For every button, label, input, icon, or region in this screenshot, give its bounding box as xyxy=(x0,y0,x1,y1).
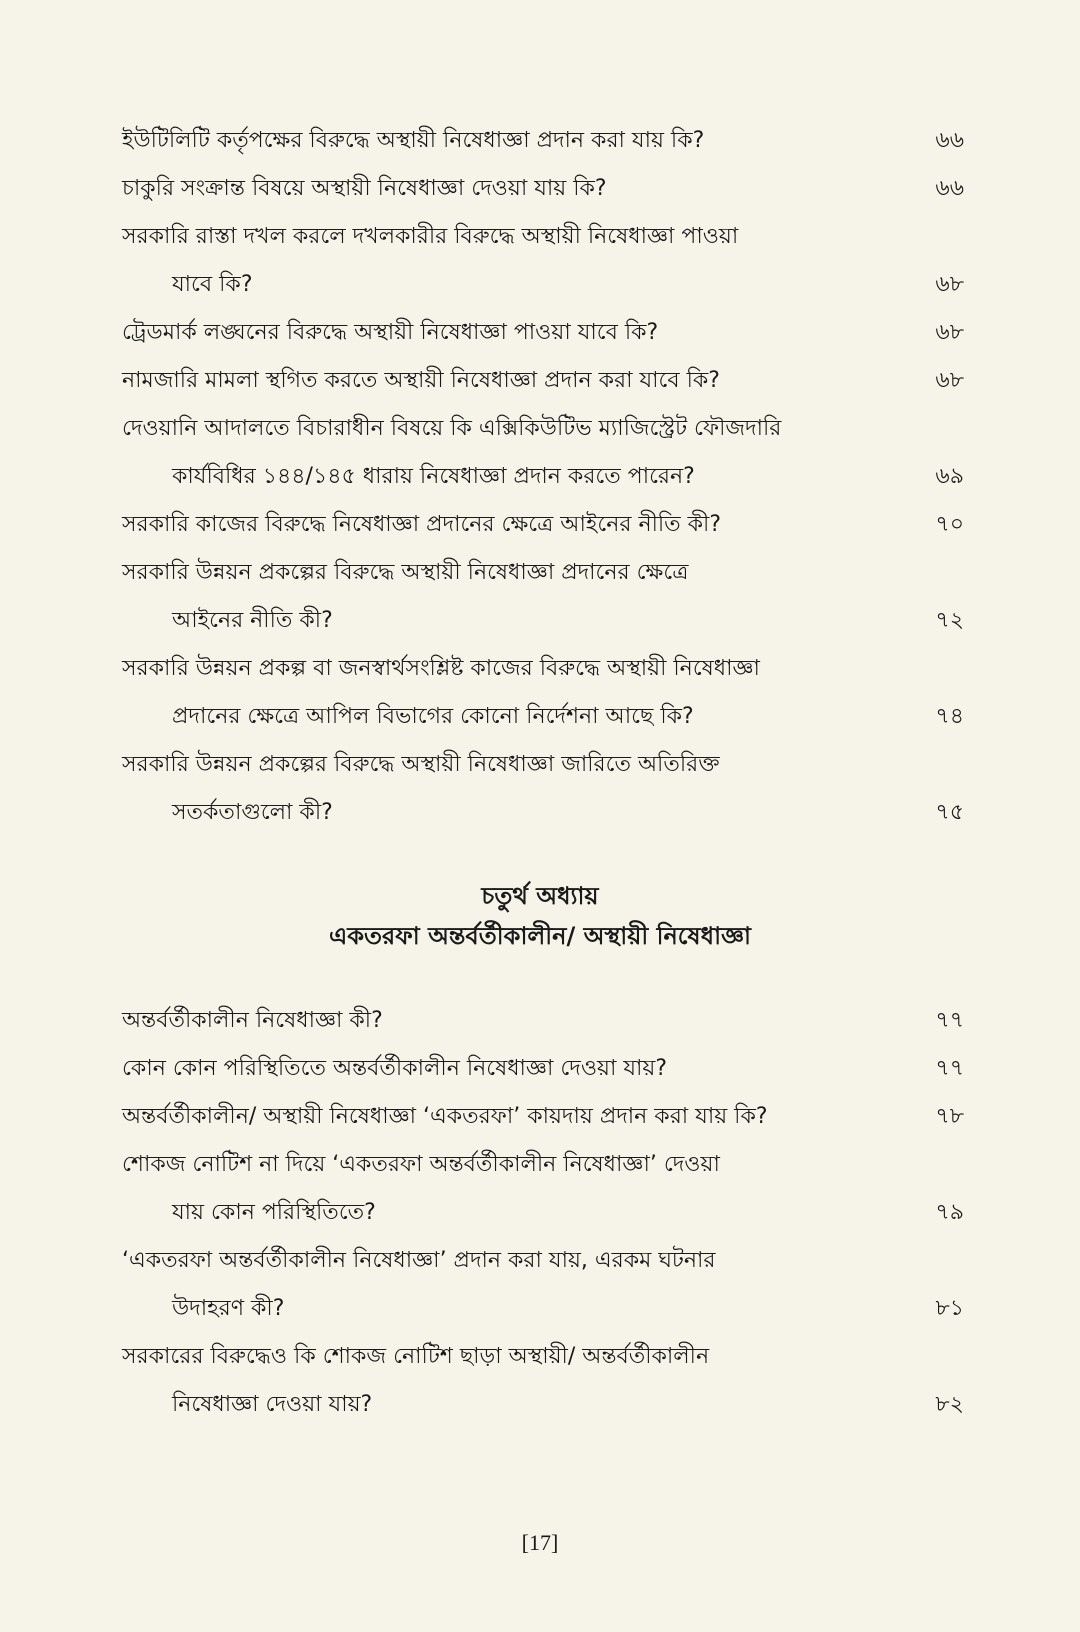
entry-page: ৭০ xyxy=(935,512,964,537)
entry-line: অন্তর্বর্তীকালীন নিষেধাজ্ঞা কী? xyxy=(122,1008,383,1033)
toc-entry xyxy=(122,549,964,645)
entry-page: ৬৮ xyxy=(935,368,964,393)
toc-entry xyxy=(122,1237,964,1333)
entry-line-cont: নিষেধাজ্ঞা দেওয়া যায়? xyxy=(172,1392,373,1417)
entry-page: ৭৭ xyxy=(935,1008,964,1033)
entry-page: ৬৬ xyxy=(935,176,964,201)
chapter-title: চতুর্থ অধ্যায় xyxy=(481,882,599,910)
entry-line: চাকুরি সংক্রান্ত বিষয়ে অস্থায়ী নিষেধাজ্ঞা দেওয়া যায় কি? xyxy=(122,176,607,201)
entry-line: অন্তর্বর্তীকালীন/ অস্থায়ী নিষেধাজ্ঞা ‘একতরফা’ কায়দায় প্রদান করা যায় কি? xyxy=(122,1104,768,1129)
entry-line: সরকারি উন্নয়ন প্রকল্প বা জনস্বার্থসংশ্লিষ্ট কাজের বিরুদ্ধে অস্থায়ী নিষেধাজ্ঞা xyxy=(122,656,760,681)
entry-page: ৭৭ xyxy=(935,1056,964,1081)
entry-line: শোকজ নোটিশ না দিয়ে ‘একতরফা অন্তর্বর্তীকালীন নিষেধাজ্ঞা’ দেওয়া xyxy=(122,1152,720,1177)
entry-page: ৬৯ xyxy=(935,464,964,489)
entry-line: সরকারি রাস্তা দখল করলে দখলকারীর বিরুদ্ধে অস্থায়ী নিষেধাজ্ঞা পাওয়া xyxy=(122,224,739,249)
entry-line-cont: উদাহরণ কী? xyxy=(172,1296,285,1321)
toc-entry xyxy=(122,997,964,1045)
entry-page: ৬৮ xyxy=(935,272,964,297)
entry-page: ৭৯ xyxy=(935,1200,964,1225)
entry-line: ট্রেডমার্ক লঙ্ঘনের বিরুদ্ধে অস্থায়ী নিষেধাজ্ঞা পাওয়া যাবে কি? xyxy=(122,320,659,345)
toc-entry xyxy=(122,645,964,741)
entry-line-cont: সতর্কতাগুলো কী? xyxy=(172,800,333,825)
entry-line: সরকারি কাজের বিরুদ্ধে নিষেধাজ্ঞা প্রদানের ক্ষেত্রে আইনের নীতি কী? xyxy=(122,512,722,537)
toc-entry xyxy=(122,165,964,213)
entry-line: ‘একতরফা অন্তর্বর্তীকালীন নিষেধাজ্ঞা’ প্রদান করা যায়, এরকম ঘটনার xyxy=(122,1248,716,1273)
entry-line: সরকারের বিরুদ্ধেও কি শোকজ নোটিশ ছাড়া অস্থায়ী/ অন্তর্বর্তীকালীন xyxy=(122,1344,710,1369)
entry-page: ৭৫ xyxy=(935,800,964,825)
entry-line-cont: যাবে কি? xyxy=(172,272,253,297)
entry-line-cont: প্রদানের ক্ষেত্রে আপিল বিভাগের কোনো নির্দেশনা আছে কি? xyxy=(172,704,694,729)
toc-entry xyxy=(122,741,964,837)
toc-entry xyxy=(122,1141,964,1237)
entry-line-cont: যায় কোন পরিস্থিতিতে? xyxy=(172,1200,376,1225)
toc-section-b xyxy=(122,997,964,1429)
chapter-subtitle: একতরফা অন্তর্বর্তীকালীন/ অস্থায়ী নিষেধাজ্ঞা xyxy=(328,922,751,950)
toc-section-a xyxy=(122,117,964,837)
entry-page: ৭২ xyxy=(935,608,964,633)
toc-entry xyxy=(122,1093,964,1141)
toc-entry xyxy=(122,117,964,165)
entry-line-cont: কার্যবিধির ১৪৪/১৪৫ ধারায় নিষেধাজ্ঞা প্রদান করতে পারেন? xyxy=(172,464,695,489)
toc-entry xyxy=(122,501,964,549)
entry-page: ৮১ xyxy=(935,1296,964,1321)
entry-page: ৬৬ xyxy=(935,128,964,153)
entry-line: নামজারি মামলা স্থগিত করতে অস্থায়ী নিষেধাজ্ঞা প্রদান করা যাবে কি? xyxy=(122,368,720,393)
toc-entry xyxy=(122,357,964,405)
entry-line: কোন কোন পরিস্থিতিতে অন্তর্বর্তীকালীন নিষেধাজ্ঞা দেওয়া যায়? xyxy=(122,1056,668,1081)
page-number: [17] xyxy=(521,1530,559,1555)
chapter-heading xyxy=(0,876,1080,956)
entry-line: ইউটিলিটি কর্তৃপক্ষের বিরুদ্ধে অস্থায়ী নিষেধাজ্ঞা প্রদান করা যায় কি? xyxy=(122,128,705,153)
toc-entry xyxy=(122,1333,964,1429)
toc-entry xyxy=(122,213,964,309)
entry-line: সরকারি উন্নয়ন প্রকল্পের বিরুদ্ধে অস্থায়ী নিষেধাজ্ঞা প্রদানের ক্ষেত্রে xyxy=(122,560,689,585)
entry-line-cont: আইনের নীতি কী? xyxy=(172,608,333,633)
toc-entry xyxy=(122,1045,964,1093)
entry-page: ৭৪ xyxy=(935,704,964,729)
entry-line: দেওয়ানি আদালতে বিচারাধীন বিষয়ে কি এক্সিকিউটিভ ম্যাজিস্ট্রেট ফৌজদারি xyxy=(122,416,782,441)
entry-page: ৬৮ xyxy=(935,320,964,345)
entry-line: সরকারি উন্নয়ন প্রকল্পের বিরুদ্ধে অস্থায়ী নিষেধাজ্ঞা জারিতে অতিরিক্ত xyxy=(122,752,720,777)
entry-page: ৭৮ xyxy=(935,1104,964,1129)
toc-entry xyxy=(122,309,964,357)
entry-page: ৮২ xyxy=(935,1392,964,1417)
toc-entry xyxy=(122,405,964,501)
